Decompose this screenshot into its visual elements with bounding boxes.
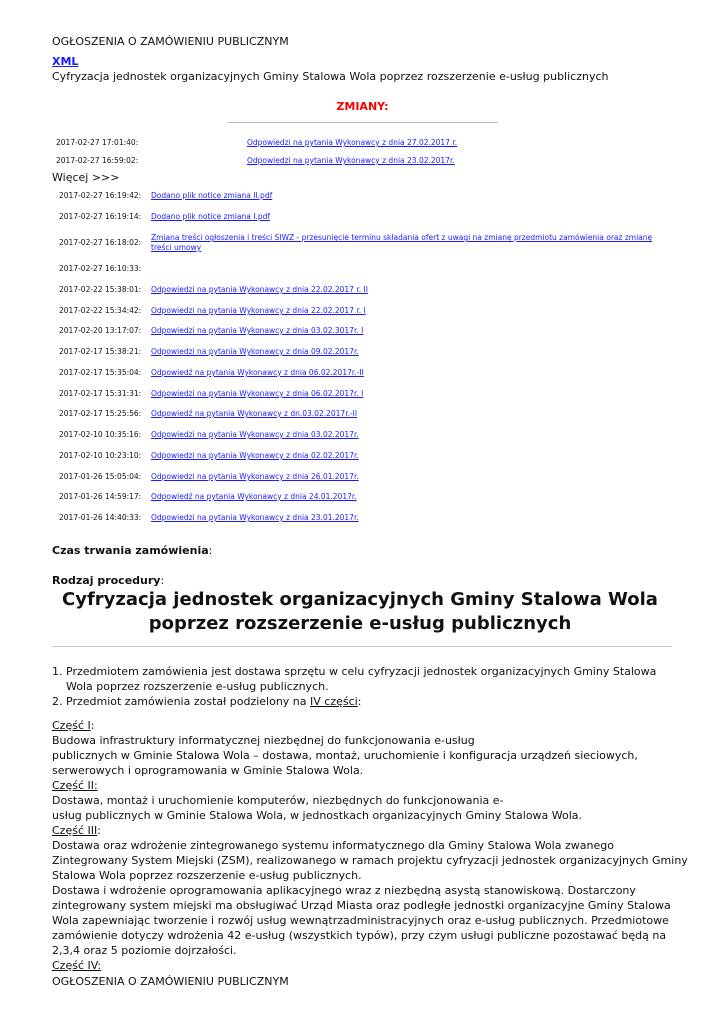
divider — [52, 646, 672, 647]
part3-heading-text: Część III — [52, 824, 98, 837]
change-date: 2017-01-26 14:40:33: — [59, 513, 142, 522]
part2-line2: usług publicznych w Gminie Stalowa Wola, w jednostkach organizacyjnych Gminy Stalowa Wola. — [52, 809, 583, 822]
change-link[interactable]: Odpowiedzi na pytania Wykonawcy z dnia 23.01.2017r. — [151, 513, 359, 522]
part2-heading: Część II: — [52, 779, 98, 792]
change-link[interactable]: Odpowiedzi na pytania Wykonawcy z dnia 02.02.2017r. — [151, 451, 359, 460]
divider — [228, 122, 498, 123]
procedure-colon: : — [160, 574, 165, 587]
part3-heading — [52, 823, 692, 838]
page-header: OGŁOSZENIA O ZAMÓWIENIU PUBLICZNYM — [52, 35, 289, 48]
part3-colon: : — [97, 824, 101, 837]
change-link[interactable]: Odpowiedzi na pytania Wykonawcy z dnia 23.02.2017r. — [247, 156, 455, 165]
changes-heading: ZMIANY: — [336, 100, 389, 113]
parts-count: IV części — [310, 695, 358, 708]
more-link[interactable]: Więcej >>> — [52, 171, 120, 184]
part1-heading-text: Część I — [52, 719, 91, 732]
part4-heading: Część IV: — [52, 959, 102, 972]
change-link[interactable]: Odpowiedź na pytania Wykonawcy z dnia 24.01.2017r. — [151, 492, 357, 501]
duration-field — [52, 544, 212, 557]
change-link[interactable]: Odpowiedzi na pytania Wykonawcy z dnia 26.01.2017r. — [151, 472, 359, 481]
change-link[interactable]: Odpowiedź na pytania Wykonawcy z dn.03.02.2017r.-II — [151, 409, 358, 418]
list-number: 2. — [52, 695, 63, 708]
change-date: 2017-01-26 14:59:17: — [59, 492, 142, 501]
change-link[interactable]: Odpowiedzi na pytania Wykonawcy z dnia 22.02.2017 r. II — [151, 285, 368, 294]
change-date: 2017-02-22 15:34:42: — [59, 306, 142, 315]
procedure-label: Rodzaj procedury — [52, 574, 161, 587]
procedure-field — [52, 574, 164, 587]
change-date: 2017-02-27 16:59:02: — [56, 156, 139, 165]
xml-link[interactable]: XML — [52, 55, 79, 68]
change-link[interactable]: Odpowiedzi na pytania Wykonawcy z dnia 06.02.2017r. I — [151, 389, 364, 398]
change-link[interactable]: Odpowiedzi na pytania Wykonawcy z dnia 03.02.3017r. I — [151, 326, 364, 335]
change-date: 2017-02-17 15:31:31: — [59, 389, 142, 398]
notice-subtitle: Cyfryzacja jednostek organizacyjnych Gminy Stalowa Wola poprzez rozszerzenie e-usług publicznych — [52, 70, 609, 83]
list-item — [52, 664, 682, 694]
change-row — [56, 156, 676, 166]
change-date: 2017-02-17 15:35:04: — [59, 368, 142, 377]
change-date: 2017-02-10 10:35:16: — [59, 430, 142, 439]
part1-line2: publicznych w Gminie Stalowa Wola – dostawa, montaż, uruchomienie i konfiguracja urządzeń sieciowych, serwerowych i oprogramowania w Gminie Stalowa Wola. — [52, 749, 638, 777]
change-link[interactable]: Dodano plik notice zmiana II.pdf — [151, 191, 273, 200]
change-date: 2017-02-27 16:19:14: — [59, 212, 142, 221]
change-date: 2017-01-26 15:05:04: — [59, 472, 142, 481]
change-link[interactable]: Odpowiedź na pytania Wykonawcy z dnia 06.02.2017r.-II — [151, 368, 364, 377]
change-date: 2017-02-27 16:18:02: — [59, 238, 142, 247]
change-date: 2017-02-20 13:17:07: — [59, 326, 142, 335]
change-link[interactable]: Odpowiedzi na pytania Wykonawcy z dnia 27.02.2017 r. — [247, 138, 458, 147]
part1-colon: : — [90, 719, 95, 732]
change-date: 2017-02-22 15:38:01: — [59, 285, 142, 294]
change-link[interactable]: Zmiana treści ogłoszenia i treści SIWZ - przesunięcie terminu składania ofert z uwagi na zmianę przedmiotu zamówienia oraz zmianę treści umowy — [151, 233, 653, 252]
change-row — [56, 138, 676, 148]
scope-list — [52, 664, 682, 709]
list-text: Przedmiotem zamówienia jest dostawa sprzętu w celu cyfryzacji jednostek organizacyjnych Gminy Stalowa Wola poprzez rozszerzenie e-usług publicznych. — [66, 665, 657, 693]
part3-para2: Dostawa i wdrożenie oprogramowania aplikacyjnego wraz z niezbędną asystą stanowiskową. Dostarczony zintegrowany system miejski ma obsługiwać Urząd Miasta oraz podległe jednostki organizacyjne Gminy Stalowa Wola zapewniając tworzenie i rozwój usług wewnątrzadministracyjnych oraz e-usług publicznych. Przedmiotowe zamówienie dotyczy wdrożenia 42 e-usług (wszystkich typów), przy czym usługi publiczne pozostawać będą na 2,3,4 oraz 5 poziomie dojrzałości. — [52, 884, 671, 957]
notice-title: Cyfryzacja jednostek organizacyjnych Gminy Stalowa Wola poprzez rozszerzenie e-usług publicznych — [62, 589, 658, 634]
part2-line1: Dostawa, montaż i uruchomienie komputerów, niezbędnych do funkcjonowania e- — [52, 794, 504, 807]
change-link[interactable]: Dodano plik notice zmiana I.pdf — [151, 212, 271, 221]
change-date: 2017-02-27 16:19:42: — [59, 191, 142, 200]
change-link[interactable]: Odpowiedzi na pytania Wykonawcy z dnia 22.02.2017 r. I — [151, 306, 366, 315]
list-number: 1. — [52, 665, 63, 678]
parts-section — [52, 718, 692, 973]
change-link[interactable]: Odpowiedzi na pytania Wykonawcy z dnia 09.02.2017r. — [151, 347, 359, 356]
change-date: 2017-02-17 15:38:21: — [59, 347, 142, 356]
part3-para1: Dostawa oraz wdrożenie zintegrowanego systemu informatycznego dla Gminy Stalowa Wola zwanego Zintegrowany System Miejski (ZSM), realizowanego w ramach projektu cyfryzacji jednostek organizacyjnych Gminy Stalowa Wola poprzez rozszerzenie e-usług publicznych. — [52, 839, 688, 882]
part1-heading — [52, 718, 692, 733]
list-colon: : — [357, 695, 362, 708]
list-item — [52, 694, 682, 709]
change-date: 2017-02-10 10:23:10: — [59, 451, 142, 460]
part1-line1: Budowa infrastruktury informatycznej niezbędnej do funkcjonowania e-usług — [52, 734, 475, 747]
change-date: 2017-02-27 17:01:40: — [56, 138, 139, 147]
change-date: 2017-02-27 16:10:33: — [59, 264, 142, 273]
duration-colon: : — [208, 544, 213, 557]
page-footer: OGŁOSZENIA O ZAMÓWIENIU PUBLICZNYM — [52, 975, 289, 988]
change-date: 2017-02-17 15:25:56: — [59, 409, 142, 418]
list-text: Przedmiot zamówienia został podzielony na — [66, 695, 311, 708]
duration-label: Czas trwania zamówienia — [52, 544, 209, 557]
change-link[interactable]: Odpowiedzi na pytania Wykonawcy z dnia 03.02.2017r. — [151, 430, 359, 439]
